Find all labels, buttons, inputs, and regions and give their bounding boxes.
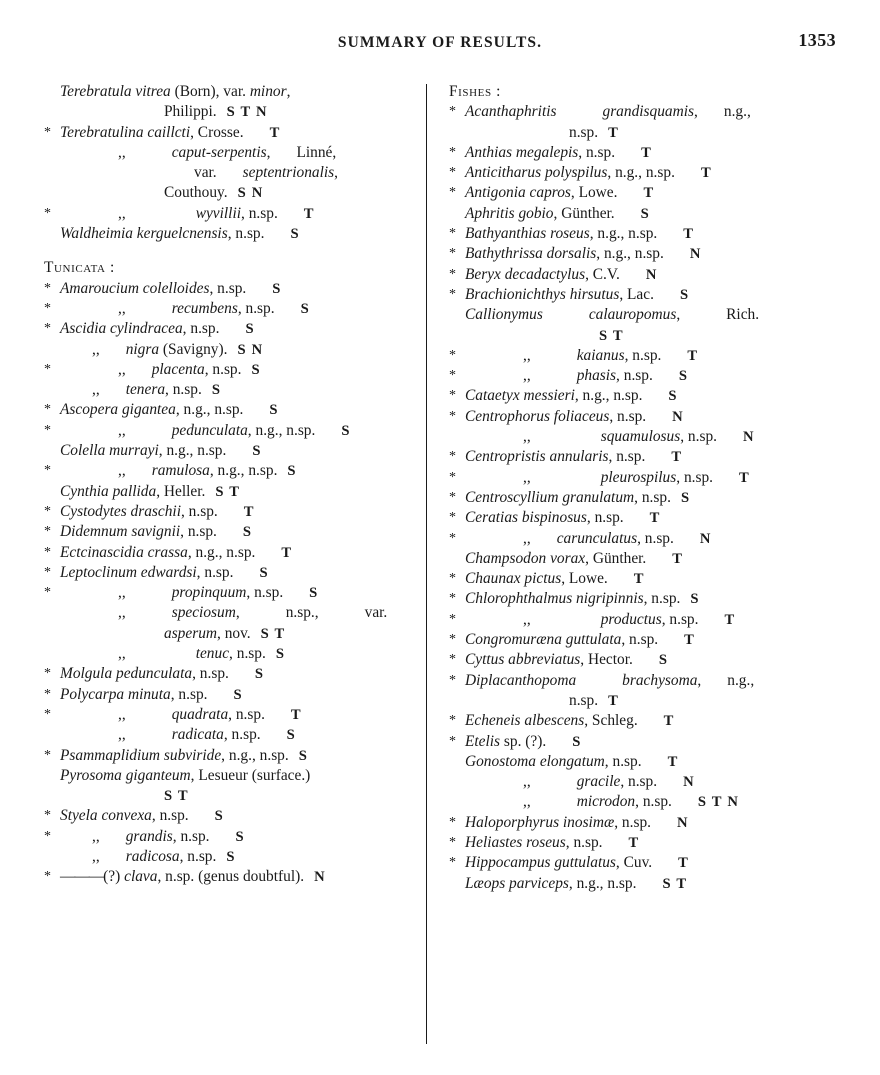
list-item: * ,, phasis, n.sp. S: [449, 366, 809, 386]
section-heading-tunicata: Tunicata :: [44, 259, 115, 277]
list-item: Philippi. S T N: [164, 103, 268, 121]
list-item: var. septentrionalis,: [194, 164, 339, 182]
asterisk-marker: *: [449, 388, 456, 404]
asterisk-marker: *: [449, 652, 456, 668]
page-header: [44, 30, 836, 60]
list-item: * Bathyanthias roseus, n.g., n.sp. T: [449, 224, 809, 244]
list-item: Champsodon vorax, Günther. T: [465, 549, 684, 567]
asterisk-marker: *: [44, 503, 51, 519]
asterisk-marker: *: [449, 185, 456, 201]
asterisk-marker: *: [44, 463, 51, 479]
running-head: SUMMARY OF RESULTS.: [337, 34, 543, 51]
list-item: * Beryx decadactylus, C.V. N: [449, 265, 809, 285]
list-item: * Etelis sp. (?). S: [449, 732, 809, 752]
list-item: ,, tenera, n.sp. S: [92, 381, 222, 399]
list-item: * ,, pedunculata, n.g., n.sp. S: [44, 421, 408, 441]
list-item: * ,, recumbens, n.sp. S: [44, 299, 408, 319]
list-item: * Hippocampus guttulatus, Cuv. T: [449, 853, 809, 873]
asterisk-marker: *: [449, 489, 456, 505]
list-item: * Chaunax pictus, Lowe. T: [449, 569, 809, 589]
list-item: * Molgula pedunculata, n.sp. S: [44, 664, 408, 684]
asterisk-marker: *: [44, 706, 51, 722]
list-item: * Psammaplidium subviride, n.g., n.sp. S: [44, 746, 408, 766]
list-item: ,, squamulosus, n.sp. N: [523, 428, 755, 446]
list-item: * Ascopera gigantea, n.g., n.sp. S: [44, 400, 408, 420]
list-item: * Anthias megalepis, n.sp. T: [449, 143, 809, 163]
asterisk-marker: *: [44, 747, 51, 763]
asterisk-marker: *: [44, 422, 51, 438]
asterisk-marker: *: [449, 855, 456, 871]
list-item: ,, tenuc, n.sp. S: [118, 645, 286, 663]
asterisk-marker: *: [449, 530, 456, 546]
asterisk-marker: *: [44, 205, 51, 221]
asterisk-marker: *: [449, 510, 456, 526]
list-item: * Terebratulina caillcti, Crosse. T: [44, 123, 408, 143]
list-item: ,, radicosa, n.sp. S: [92, 847, 236, 865]
list-item: n.sp. T: [569, 123, 620, 141]
asterisk-marker: *: [449, 408, 456, 424]
list-item: * Diplacanthopoma brachysoma, n.g.,: [449, 671, 809, 691]
asterisk-marker: *: [449, 814, 456, 830]
list-item: * ,, productus, n.sp. T: [449, 610, 809, 630]
asterisk-marker: *: [449, 286, 456, 302]
asterisk-marker: *: [44, 686, 51, 702]
asterisk-marker: *: [44, 524, 51, 540]
list-item: * Amaroucium colelloides, n.sp. S: [44, 279, 408, 299]
list-item: * ,, propinquum, n.sp. S: [44, 583, 408, 603]
asterisk-marker: *: [449, 834, 456, 850]
list-item: * ,, carunculatus, n.sp. N: [449, 529, 809, 549]
list-item: * Leptoclinum edwardsi, n.sp. S: [44, 563, 408, 583]
list-item: S T: [599, 327, 624, 344]
asterisk-marker: *: [449, 226, 456, 242]
list-item: ,, radicata, n.sp. S: [118, 726, 296, 744]
list-item: * Styela convexa, n.sp. S: [44, 806, 408, 826]
asterisk-marker: *: [449, 713, 456, 729]
section-heading-fishes: Fishes :: [449, 83, 502, 100]
asterisk-marker: *: [44, 585, 51, 601]
asterisk-marker: *: [44, 321, 51, 337]
list-item: S T: [164, 788, 189, 805]
asterisk-marker: *: [44, 402, 51, 418]
list-item: * ,, pleurospilus, n.sp. T: [449, 468, 809, 488]
asterisk-marker: *: [449, 246, 456, 262]
list-item: * ,, kaianus, n.sp. T: [449, 346, 809, 366]
list-item: asperum, nov. S T: [164, 624, 286, 642]
asterisk-marker: *: [449, 144, 456, 160]
list-item: Pyrosoma giganteum, Lesueur (surface.): [60, 766, 311, 784]
list-item: * ,, grandis, n.sp. S: [44, 827, 408, 847]
right-column: [431, 82, 809, 894]
list-item: ,, speciosum, n.sp., var.: [118, 604, 388, 622]
list-item: Couthouy. S N: [164, 184, 264, 202]
list-item: * Cyttus abbreviatus, Hector. S: [449, 650, 809, 670]
list-item: * Echeneis albescens, Schleg. T: [449, 711, 809, 731]
list-item: Callionymus calauropomus, Rich.: [465, 306, 760, 324]
list-item: * Centrophorus foliaceus, n.sp. N: [449, 407, 809, 427]
list-item: * Cataetyx messieri, n.g., n.sp. S: [449, 386, 809, 406]
list-item: * Congromuræna guttulata, n.sp. T: [449, 630, 809, 650]
asterisk-marker: *: [44, 280, 51, 296]
list-item: Aphritis gobio, Günther. S: [465, 204, 650, 222]
asterisk-marker: *: [449, 632, 456, 648]
list-item: * Anticitharus polyspilus, n.g., n.sp. T: [449, 163, 809, 183]
list-item: Terebratula vitrea (Born), var. minor,: [60, 83, 291, 100]
list-item: n.sp. T: [569, 691, 620, 709]
list-item: * Centropristis annularis, n.sp. T: [449, 447, 809, 467]
list-item: Cynthia pallida, Heller. S T: [60, 482, 241, 500]
asterisk-marker: *: [449, 733, 456, 749]
asterisk-marker: *: [449, 104, 456, 120]
asterisk-marker: *: [449, 611, 456, 627]
asterisk-marker: *: [449, 266, 456, 282]
list-item: ,, caput-serpentis, Linné,: [118, 143, 337, 161]
asterisk-marker: *: [44, 666, 51, 682]
list-item: * ,, placenta, n.sp. S: [44, 360, 408, 380]
asterisk-marker: *: [449, 591, 456, 607]
list-item: * Ceratias bispinosus, n.sp. T: [449, 508, 809, 528]
asterisk-marker: *: [44, 869, 51, 885]
asterisk-marker: *: [44, 808, 51, 824]
list-item: * Cystodytes draschii, n.sp. T: [44, 502, 408, 522]
list-item: * ,, wyvillii, n.sp. T: [44, 204, 408, 224]
asterisk-marker: *: [449, 469, 456, 485]
left-column: [44, 82, 422, 888]
asterisk-marker: *: [449, 368, 456, 384]
two-column-body: [44, 82, 836, 1044]
asterisk-marker: *: [44, 300, 51, 316]
asterisk-marker: *: [449, 449, 456, 465]
asterisk-marker: *: [44, 124, 51, 140]
list-item: * Antigonia capros, Lowe. T: [449, 183, 809, 203]
list-item: * Polycarpa minuta, n.sp. S: [44, 685, 408, 705]
list-item: Gonostoma elongatum, n.sp. T: [465, 752, 679, 770]
page-number: 1353: [798, 30, 836, 50]
asterisk-marker: *: [449, 165, 456, 181]
asterisk-marker: *: [44, 564, 51, 580]
asterisk-marker: *: [44, 544, 51, 560]
list-item: * Chlorophthalmus nigripinnis, n.sp. S: [449, 589, 809, 609]
list-item: Colella murrayi, n.g., n.sp. S: [60, 442, 262, 460]
list-item: Læops parviceps, n.g., n.sp. S T: [465, 874, 688, 892]
list-item: * ,, quadrata, n.sp. T: [44, 705, 408, 725]
list-item: * Brachionichthys hirsutus, Lac. S: [449, 285, 809, 305]
list-item: * Ectcinascidia crassa, n.g., n.sp. T: [44, 543, 408, 563]
list-item: * Ascidia cylindracea, n.sp. S: [44, 319, 408, 339]
list-item: Waldheimia kerguelcnensis, n.sp. S: [60, 225, 300, 243]
list-item: * Acanthaphritis grandisquamis, n.g.,: [449, 102, 809, 122]
list-item: * Didemnum savignii, n.sp. S: [44, 522, 408, 542]
asterisk-marker: *: [449, 672, 456, 688]
column-divider-rule: [426, 84, 427, 1044]
list-item: ,, nigra (Savigny). S N: [92, 340, 264, 358]
list-item: * Haloporphyrus inosimæ, n.sp. N: [449, 813, 809, 833]
asterisk-marker: *: [449, 571, 456, 587]
list-item: * Bathythrissa dorsalis, n.g., n.sp. N: [449, 244, 809, 264]
list-item: ,, microdon, n.sp. S T N: [523, 793, 740, 811]
list-item: * ———(?) clava, n.sp. (genus doubtful). N: [44, 867, 408, 887]
list-item: * ,, ramulosa, n.g., n.sp. S: [44, 461, 408, 481]
asterisk-marker: *: [44, 361, 51, 377]
asterisk-marker: *: [449, 347, 456, 363]
list-item: * Heliastes roseus, n.sp. T: [449, 833, 809, 853]
list-item: ,, gracile, n.sp. N: [523, 773, 695, 791]
list-item: * Centroscyllium granulatum, n.sp. S: [449, 488, 809, 508]
asterisk-marker: *: [44, 828, 51, 844]
